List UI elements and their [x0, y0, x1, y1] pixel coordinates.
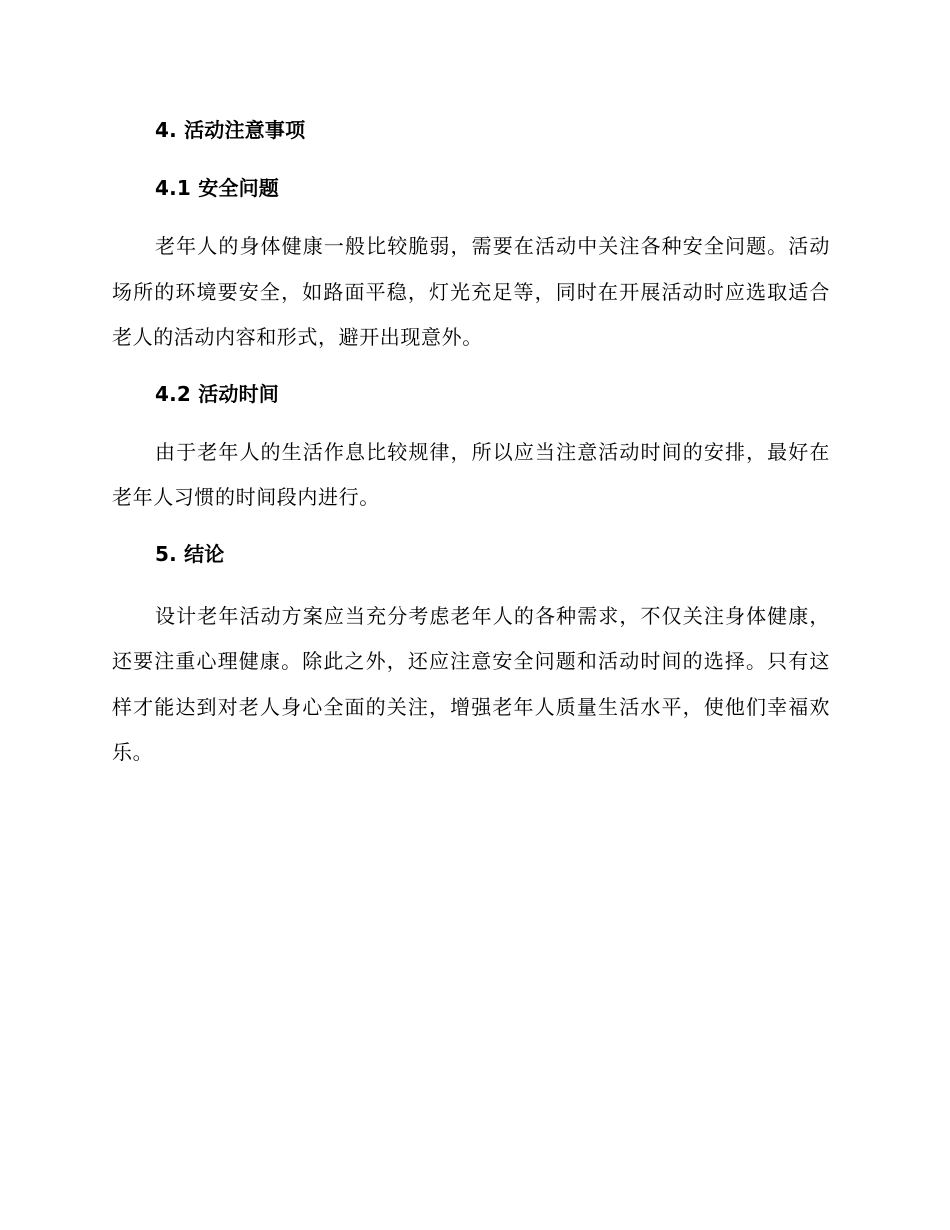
paragraph-safety: 老年人的身体健康一般比较脆弱，需要在活动中关注各种安全问题。活动场所的环境要安全，如路面平稳，灯光充足等，同时在开展活动时应选取适合老人的活动内容和形式，避开出现意外。	[112, 234, 830, 349]
paragraph-conclusion: 设计老年活动方案应当充分考虑老年人的各种需求，不仅关注身体健康，还要注重心理健康。除此之外，还应注意安全问题和活动时间的选择。只有这样才能达到对老人身心全面的关注，增强老年人质量生活水平，使他们幸福欢乐。	[112, 603, 830, 764]
subsection-heading-activity-time: 4.2 活动时间	[155, 381, 279, 406]
paragraph-activity-time: 由于老年人的生活作息比较规律，所以应当注意活动时间的安排，最好在老年人习惯的时间段内进行。	[112, 439, 830, 509]
section-heading-conclusion: 5. 结论	[155, 541, 225, 566]
section-heading-activity-notes: 4. 活动注意事项	[155, 118, 306, 142]
subsection-heading-safety: 4.1 安全问题	[155, 176, 279, 200]
document-body	[112, 112, 830, 791]
